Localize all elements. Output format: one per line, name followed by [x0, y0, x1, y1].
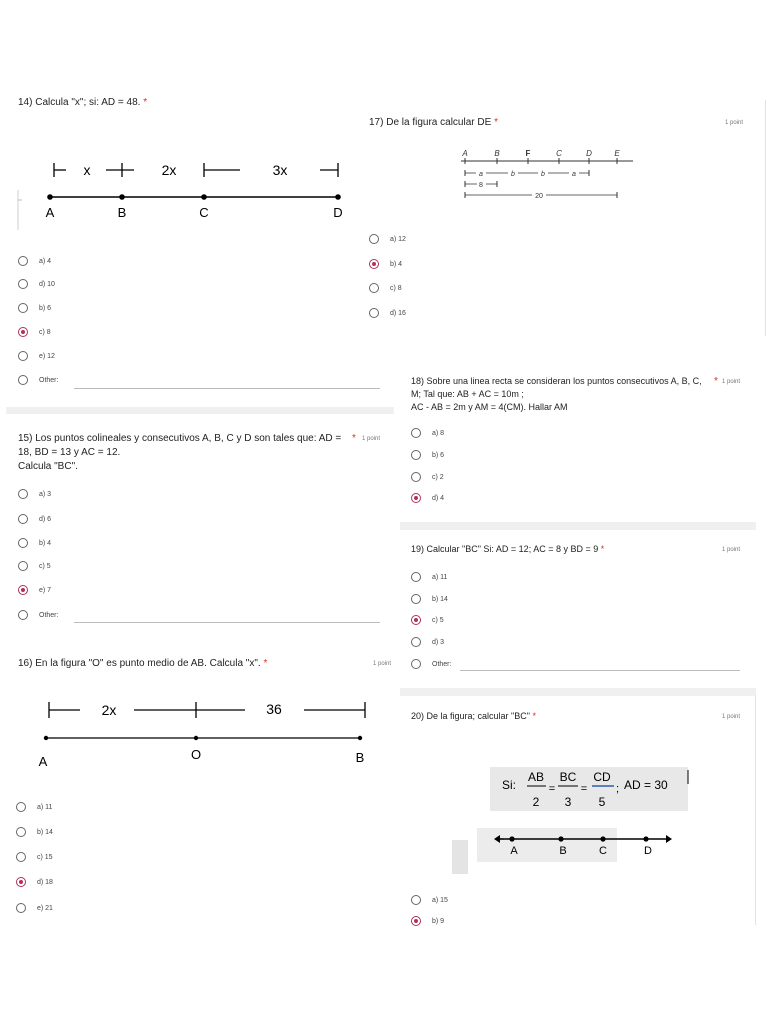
radio-icon[interactable]	[411, 472, 421, 482]
svg-text:B: B	[494, 149, 500, 158]
answer-option-label: b) 4	[390, 260, 403, 268]
svg-text:;: ;	[616, 783, 620, 795]
q18-title-line2: M; Tal que: AB + AC = 10m ;	[411, 389, 524, 399]
radio-selected-icon[interactable]	[369, 259, 379, 269]
answer-option-label: c) 2	[432, 473, 444, 481]
radio-icon[interactable]	[18, 489, 28, 499]
answer-option-label: e) 21	[37, 904, 53, 912]
answer-option-label: a) 3	[39, 490, 52, 498]
radio-icon[interactable]	[18, 561, 28, 571]
answer-option-label: e) 12	[39, 352, 55, 360]
answer-option[interactable]	[18, 277, 55, 291]
svg-text:8: 8	[479, 182, 483, 189]
answer-option-label: a) 12	[390, 235, 406, 243]
svg-text:b: b	[511, 171, 515, 178]
q16-pt-o: O	[190, 747, 202, 762]
svg-text:2: 2	[532, 795, 540, 809]
q14-pt-d: D	[333, 205, 343, 220]
q15-points: 1 point	[362, 436, 381, 442]
answer-option-label: b) 9	[432, 917, 445, 925]
card-separator	[400, 688, 756, 696]
q18-required: *	[714, 376, 718, 387]
answer-option-label: d) 18	[37, 878, 53, 886]
answer-option[interactable]	[411, 613, 444, 627]
svg-text:A: A	[462, 149, 468, 158]
radio-icon[interactable]	[369, 308, 379, 318]
radio-icon[interactable]	[16, 802, 26, 812]
answer-option-label: c) 5	[39, 562, 51, 570]
svg-text:AB: AB	[527, 770, 545, 784]
q20-title: 20) De la figura; calcular "BC" *	[411, 711, 536, 721]
q14-pt-c: C	[199, 205, 209, 220]
radio-icon[interactable]	[411, 659, 421, 669]
radio-selected-icon[interactable]	[18, 585, 28, 595]
q14-seg-2x: 2x	[161, 162, 177, 178]
answer-option[interactable]	[369, 306, 406, 320]
answer-option-label: b) 14	[37, 828, 53, 836]
answer-option[interactable]	[369, 257, 402, 271]
answer-option[interactable]	[16, 825, 53, 839]
radio-icon[interactable]	[411, 428, 421, 438]
svg-text:20: 20	[535, 193, 543, 200]
answer-option[interactable]	[411, 914, 444, 928]
answer-option[interactable]	[411, 635, 444, 649]
answer-option[interactable]	[411, 491, 444, 505]
q19-other-input[interactable]	[460, 670, 740, 671]
card-border	[755, 695, 756, 925]
q20-points: 1 point	[722, 714, 741, 720]
answer-option[interactable]	[18, 325, 51, 339]
answer-option-label: d) 3	[432, 638, 445, 646]
svg-text:CD: CD	[593, 770, 611, 784]
q20-pt-b: B	[559, 845, 567, 857]
radio-icon[interactable]	[16, 827, 26, 837]
answer-option-label: d) 6	[39, 515, 52, 523]
q16-seg-36: 36	[266, 701, 282, 717]
q18-title-line3: AC - AB = 2m y AM = 4(CM). Hallar AM	[411, 402, 568, 412]
q20-formula	[494, 768, 694, 812]
radio-icon[interactable]	[369, 234, 379, 244]
radio-selected-icon[interactable]	[411, 916, 421, 926]
answer-option[interactable]	[411, 893, 448, 907]
answer-option[interactable]	[411, 657, 451, 671]
card-border	[765, 100, 766, 336]
answer-option[interactable]	[18, 487, 51, 501]
radio-icon[interactable]	[18, 514, 28, 524]
q20-ad: AD = 30	[624, 778, 668, 792]
answer-option-label: a) 11	[432, 573, 448, 581]
answer-option[interactable]	[411, 470, 444, 484]
radio-icon[interactable]	[18, 279, 28, 289]
q14-figure	[14, 150, 360, 230]
radio-selected-icon[interactable]	[411, 493, 421, 503]
answer-option-label: a) 4	[39, 257, 52, 265]
q16-points: 1 point	[373, 661, 392, 667]
q19-title: 19) Calcular "BC" Si: AD = 12; AC = 8 y BD = 9 *	[411, 544, 605, 554]
q20-si: Si:	[502, 778, 517, 792]
radio-icon[interactable]	[411, 450, 421, 460]
answer-option[interactable]	[18, 254, 51, 268]
answer-option-label: b) 14	[432, 595, 448, 603]
q18-title: 18) Sobre una linea recta se consideran los puntos consecutivos A, B, C,	[411, 376, 702, 386]
q14-title: 14) Calcula "x"; si: AD = 48. *	[18, 97, 148, 108]
q20-pt-a: A	[510, 845, 518, 857]
q20-pt-d: D	[644, 845, 652, 857]
answer-option[interactable]	[18, 512, 51, 526]
answer-option-label: Other:	[432, 660, 452, 668]
svg-text:5: 5	[598, 795, 606, 809]
q16-figure	[30, 695, 380, 775]
q14-pt-a: A	[45, 205, 55, 220]
radio-icon[interactable]	[18, 256, 28, 266]
answer-option-label: d) 16	[390, 309, 406, 317]
q17-points: 1 point	[725, 120, 744, 126]
q15-title-line3: Calcula "BC".	[18, 461, 78, 472]
answer-option-label: c) 5	[432, 616, 444, 624]
answer-option-label: b) 6	[432, 451, 445, 459]
radio-selected-icon[interactable]	[16, 877, 26, 887]
answer-option[interactable]	[411, 448, 444, 462]
q17-figure	[455, 145, 640, 205]
svg-text:a: a	[572, 171, 576, 178]
answer-option-label: d) 10	[39, 280, 55, 288]
card-separator	[6, 407, 394, 414]
answer-option[interactable]	[18, 608, 58, 622]
answer-option-label: c) 15	[37, 853, 53, 861]
svg-text:a: a	[479, 171, 483, 178]
radio-icon[interactable]	[16, 903, 26, 913]
answer-option[interactable]	[18, 559, 51, 573]
q15-other-input[interactable]	[74, 622, 380, 623]
answer-option-label: a) 11	[37, 803, 53, 811]
answer-option-label: c) 8	[39, 328, 51, 336]
answer-option[interactable]	[411, 426, 444, 440]
radio-icon[interactable]	[18, 610, 28, 620]
answer-option-label: Other:	[39, 611, 59, 619]
q14-seg-3x: 3x	[272, 162, 288, 178]
radio-icon[interactable]	[411, 594, 421, 604]
answer-option[interactable]	[411, 592, 448, 606]
radio-icon[interactable]	[411, 895, 421, 905]
answer-option[interactable]	[16, 800, 52, 814]
answer-option[interactable]	[18, 349, 55, 363]
answer-option[interactable]	[18, 583, 51, 597]
q20-pt-c: C	[599, 845, 607, 857]
radio-selected-icon[interactable]	[411, 615, 421, 625]
q19-points: 1 point	[722, 547, 741, 553]
svg-text:C: C	[556, 149, 562, 158]
q20-figure	[490, 826, 675, 860]
q18-points: 1 point	[722, 379, 741, 385]
answer-option-label: a) 8	[432, 429, 445, 437]
q14-other-input[interactable]	[74, 388, 380, 389]
svg-text:=: =	[548, 783, 556, 795]
radio-icon[interactable]	[18, 303, 28, 313]
answer-option[interactable]	[16, 901, 53, 915]
svg-text:=: =	[580, 783, 588, 795]
answer-option-label: c) 8	[390, 284, 402, 292]
answer-option[interactable]	[16, 875, 53, 889]
answer-option-label: Other:	[39, 376, 59, 384]
answer-option-label: e) 7	[39, 586, 52, 594]
answer-option[interactable]	[18, 536, 51, 550]
card-separator	[400, 522, 756, 530]
q15-title: 15) Los puntos colineales y consecutivos A, B, C y D son tales que: AD =	[18, 433, 342, 444]
radio-icon[interactable]	[369, 283, 379, 293]
q14-seg-x: x	[83, 162, 91, 178]
radio-icon[interactable]	[18, 375, 28, 385]
answer-option[interactable]	[369, 232, 406, 246]
svg-text:F: F	[525, 149, 531, 158]
q15-title-line2: 18, BD = 13 y AC = 12.	[18, 447, 121, 458]
q14-pt-b: B	[117, 205, 127, 220]
q17-title: 17) De la figura calcular DE *	[369, 117, 498, 128]
answer-option-label: b) 6	[39, 304, 52, 312]
answer-option[interactable]	[18, 373, 58, 387]
answer-option[interactable]	[16, 850, 53, 864]
answer-option-label: a) 15	[432, 896, 448, 904]
q20-figure-shade	[452, 840, 468, 874]
radio-selected-icon[interactable]	[18, 327, 28, 337]
q15-required: *	[352, 433, 356, 444]
q16-pt-b: B	[355, 750, 365, 765]
radio-icon[interactable]	[16, 852, 26, 862]
answer-option[interactable]	[411, 570, 447, 584]
radio-icon[interactable]	[411, 572, 421, 582]
q16-seg-2x: 2x	[101, 702, 117, 718]
answer-option[interactable]	[18, 301, 51, 315]
answer-option-label: b) 4	[39, 539, 52, 547]
svg-text:D: D	[586, 149, 592, 158]
radio-icon[interactable]	[18, 538, 28, 548]
svg-text:BC: BC	[559, 770, 577, 784]
svg-text:3: 3	[564, 795, 572, 809]
q16-pt-a: A	[38, 754, 48, 769]
answer-option[interactable]	[369, 281, 402, 295]
svg-text:b: b	[541, 171, 545, 178]
radio-icon[interactable]	[18, 351, 28, 361]
svg-text:E: E	[614, 149, 620, 158]
q16-title: 16) En la figura "O" es punto medio de AB. Calcula "x". *	[18, 658, 268, 669]
answer-option-label: d) 4	[432, 494, 445, 502]
radio-icon[interactable]	[411, 637, 421, 647]
